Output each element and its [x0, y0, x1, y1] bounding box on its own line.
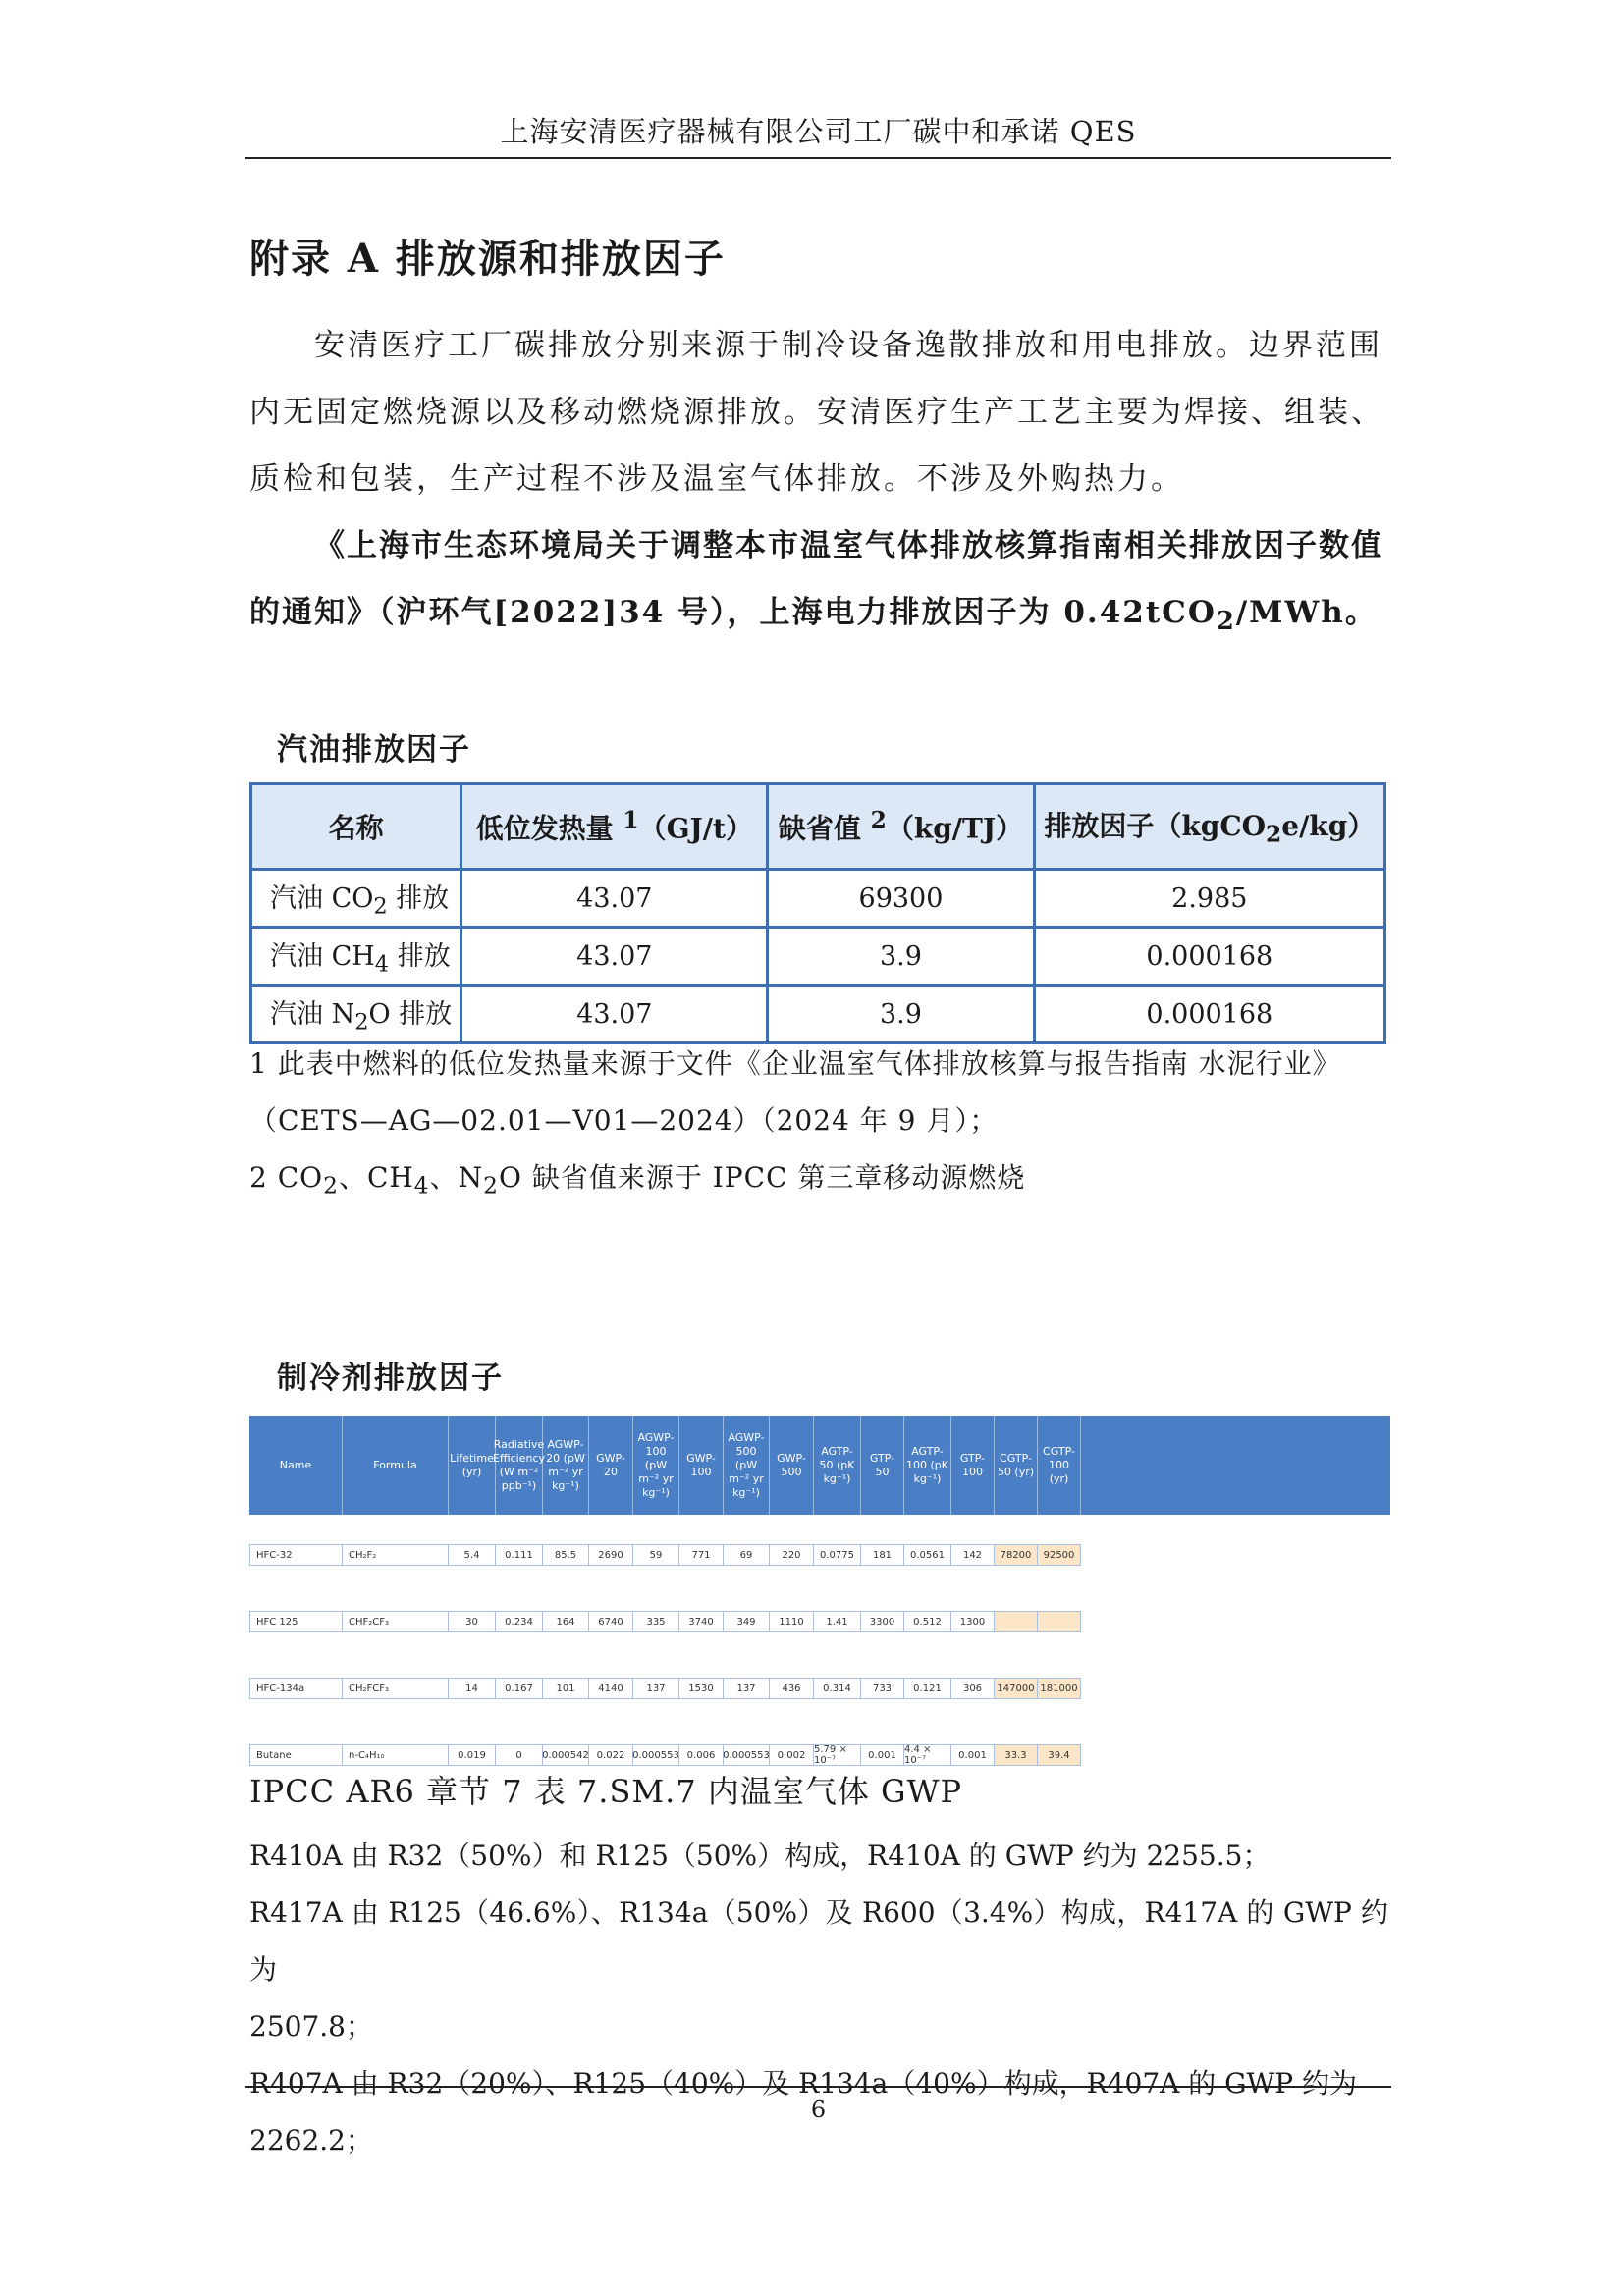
ref-cell: 137: [633, 1678, 679, 1699]
ref-cell: 3740: [679, 1611, 724, 1632]
ref-cell: 0.006: [679, 1744, 724, 1766]
ref-cell: 5.79 × 10⁻⁷: [814, 1744, 861, 1766]
ref-cell: 3300: [861, 1611, 904, 1632]
ref-header-cell: GWP-20: [589, 1416, 633, 1515]
ref-header-cell: CGTP-100 (yr): [1038, 1416, 1081, 1515]
ref-header-cell: AGWP-20 (pW m⁻² yr kg⁻¹): [543, 1416, 589, 1515]
ref-cell: 85.5: [543, 1544, 589, 1566]
fuel-table-caption: 汽油排放因子: [277, 732, 471, 768]
ref-cell: 0.000542: [543, 1744, 589, 1766]
note-1: 1 此表中燃料的低位发热量来源于文件《企业温室气体排放核算与报告指南 水泥行业》（CETS—AG—02.01—V01—2024）（2024 年 9 月）；: [249, 1047, 1341, 1137]
ref-header-cell: GWP-100: [679, 1416, 724, 1515]
cell-name: 汽油 $CO_2$ 排放: [251, 870, 461, 928]
ref-cell: 1530: [679, 1678, 724, 1699]
ref-cell: 5.4: [449, 1544, 496, 1566]
ref-cell: 0.234: [496, 1611, 543, 1632]
ref-cell: 1110: [770, 1611, 814, 1632]
ref-cell: 181: [861, 1544, 904, 1566]
ref-cell: CH₂F₂: [343, 1544, 449, 1566]
ref-cell: 4140: [589, 1678, 633, 1699]
ref-header-cell: CGTP-50 (yr): [995, 1416, 1038, 1515]
ref-cell: 164: [543, 1611, 589, 1632]
ref-header-cell: GTP-100: [951, 1416, 995, 1515]
page-number: 6: [810, 2096, 827, 2123]
ref-header-cell: AGTP-100 (pK kg⁻¹): [904, 1416, 951, 1515]
intro-paragraph: 安清医疗工厂碳排放分别来源于制冷设备逸散排放和用电排放。边界范围内无固定燃烧源以及移动燃烧源排放。安清医疗生产工艺主要为焊接、组装、质检和包装，生产过程不涉及温室气体排放。不涉及外购热力。: [249, 328, 1384, 497]
cell-default: 3.9: [768, 986, 1034, 1043]
ref-cell: 0.022: [589, 1744, 633, 1766]
gwp-line-r410a: R410A 由 R32（50%）和 R125（50%）构成，R410A 的 GWP 约为 2255.5；: [249, 1840, 1271, 1872]
ref-header-cell: Name: [249, 1416, 343, 1515]
cell-ncv: 43.07: [461, 928, 768, 986]
ref-cell: 33.3: [995, 1744, 1038, 1766]
ref-cell: 733: [861, 1678, 904, 1699]
ref-cell: 14: [449, 1678, 496, 1699]
footer-rule: [245, 2086, 1391, 2088]
refrigerant-table-caption: 制冷剂排放因子: [277, 1361, 504, 1396]
ref-cell: 137: [724, 1678, 770, 1699]
ref-cell: 78200: [995, 1544, 1038, 1566]
ref-header-cell: AGWP-500 (pW m⁻² yr kg⁻¹): [724, 1416, 770, 1515]
ref-cell: 771: [679, 1544, 724, 1566]
refrigerant-table: [249, 1416, 1390, 1766]
table-row: [249, 1544, 1390, 1566]
cell-ef: 0.000168: [1034, 928, 1384, 986]
gwp-line-r417a: R417A 由 R125（46.6%）、R134a（50%）及 R600（3.4%）构成，R417A 的 GWP 约为: [249, 1896, 1388, 1986]
ref-cell: 92500: [1038, 1544, 1081, 1566]
ref-cell: 39.4: [1038, 1744, 1081, 1766]
ref-cell: 0.121: [904, 1678, 951, 1699]
ref-cell: 1.41: [814, 1611, 861, 1632]
table-row: [251, 928, 1385, 986]
ref-header-cell: Radiative Efficiency (W m⁻² ppb⁻¹): [496, 1416, 543, 1515]
refrigerant-table-header: [249, 1416, 1390, 1515]
ref-cell: 436: [770, 1678, 814, 1699]
cell-name: 汽油 $N_2O$ 排放: [251, 986, 461, 1043]
table-row: [251, 986, 1385, 1043]
header-rule: [245, 157, 1391, 159]
ref-cell: 0.167: [496, 1678, 543, 1699]
ref-cell: 59: [633, 1544, 679, 1566]
ref-cell: 0: [496, 1744, 543, 1766]
header-default: 缺省值 $^2$（kg/TJ）: [768, 784, 1034, 870]
ref-cell: 2690: [589, 1544, 633, 1566]
ref-cell: 0.512: [904, 1611, 951, 1632]
ref-header-cell: AGWP-100 (pW m⁻² yr kg⁻¹): [633, 1416, 679, 1515]
cell-ef: 0.000168: [1034, 986, 1384, 1043]
ref-cell: 0.0561: [904, 1544, 951, 1566]
ref-cell: 4.4 × 10⁻⁷: [904, 1744, 951, 1766]
ref-cell: 349: [724, 1611, 770, 1632]
table-row: [249, 1744, 1390, 1766]
ref-cell: 306: [951, 1678, 995, 1699]
ref-cell: HFC 125: [249, 1611, 343, 1632]
ref-cell: 0.111: [496, 1544, 543, 1566]
ref-cell: 147000: [995, 1678, 1038, 1699]
note-2: 2 $CO_2$、$CH_4$、$N_2O$ 缺省值来源于 IPCC 第三章移动源燃烧: [249, 1161, 1026, 1200]
table-notes: [249, 1036, 1388, 1214]
cell-name: 汽油 $CH_4$ 排放: [251, 928, 461, 986]
refrigerant-table-body: [249, 1544, 1390, 1766]
ref-cell: 0.001: [951, 1744, 995, 1766]
section-heading: 附录 A 排放源和排放因子: [249, 236, 726, 282]
ref-header-cell: AGTP-50 (pK kg⁻¹): [814, 1416, 861, 1515]
ref-cell: 0.0775: [814, 1544, 861, 1566]
table-row: [249, 1678, 1390, 1699]
fuel-table-header-row: [251, 784, 1385, 870]
ref-cell: HFC-134a: [249, 1678, 343, 1699]
ref-cell: 220: [770, 1544, 814, 1566]
gwp-line-r417a-cont: 2507.8；: [249, 2010, 373, 2043]
ref-header-cell: Formula: [343, 1416, 449, 1515]
ref-cell: 0.019: [449, 1744, 496, 1766]
ref-header-cell: GTP-50: [861, 1416, 904, 1515]
gwp-title: IPCC AR6 章节 7 表 7.SM.7 内温室气体 GWP: [249, 1773, 963, 1810]
cell-ncv: 43.07: [461, 986, 768, 1043]
cell-ncv: 43.07: [461, 870, 768, 928]
cell-default: 69300: [768, 870, 1034, 928]
ref-cell: [1038, 1611, 1081, 1632]
gwp-line-r407a: R407A 由 R32（20%）、R125（40%）及 R134a（40%）构成，R407A 的 GWP 约为 2262.2；: [249, 2067, 1358, 2157]
cell-default: 3.9: [768, 928, 1034, 986]
ref-cell: [995, 1611, 1038, 1632]
ref-cell: CHF₂CF₃: [343, 1611, 449, 1632]
ref-cell: Butane: [249, 1744, 343, 1766]
ref-cell: 101: [543, 1678, 589, 1699]
ref-cell: 181000: [1038, 1678, 1081, 1699]
header-emission-factor: 排放因子（kgCO$_2$e/kg）: [1034, 784, 1384, 870]
fuel-emission-table: [249, 782, 1386, 1044]
ref-header-cell: GWP-500: [770, 1416, 814, 1515]
ref-cell: 69: [724, 1544, 770, 1566]
header-ncv: 低位发热量 $^1$（GJ/t）: [461, 784, 768, 870]
ref-cell: 0.000553: [724, 1744, 770, 1766]
ref-cell: 6740: [589, 1611, 633, 1632]
ref-cell: 335: [633, 1611, 679, 1632]
ref-cell: 30: [449, 1611, 496, 1632]
table-row: [251, 870, 1385, 928]
ref-cell: CH₂FCF₃: [343, 1678, 449, 1699]
page-header: 上海安清医疗器械有限公司工厂碳中和承诺 QES: [500, 115, 1137, 148]
ref-cell: HFC-32: [249, 1544, 343, 1566]
header-name: 名称: [251, 784, 461, 870]
ref-cell: 0.002: [770, 1744, 814, 1766]
ref-cell: n-C₄H₁₀: [343, 1744, 449, 1766]
ref-cell: 0.314: [814, 1678, 861, 1699]
ref-cell: 0.001: [861, 1744, 904, 1766]
cell-ef: 2.985: [1034, 870, 1384, 928]
ref-cell: 0.000553: [633, 1744, 679, 1766]
electricity-factor-paragraph: 《上海市生态环境局关于调整本市温室气体排放核算指南相关排放因子数值的通知》（沪环气[2022]34 号），上海电力排放因子为 0.42tCO$_2$/MWh。: [249, 528, 1383, 637]
ref-cell: 142: [951, 1544, 995, 1566]
table-row: [249, 1611, 1390, 1632]
ref-header-cell: Lifetime (yr): [449, 1416, 496, 1515]
ref-cell: 1300: [951, 1611, 995, 1632]
